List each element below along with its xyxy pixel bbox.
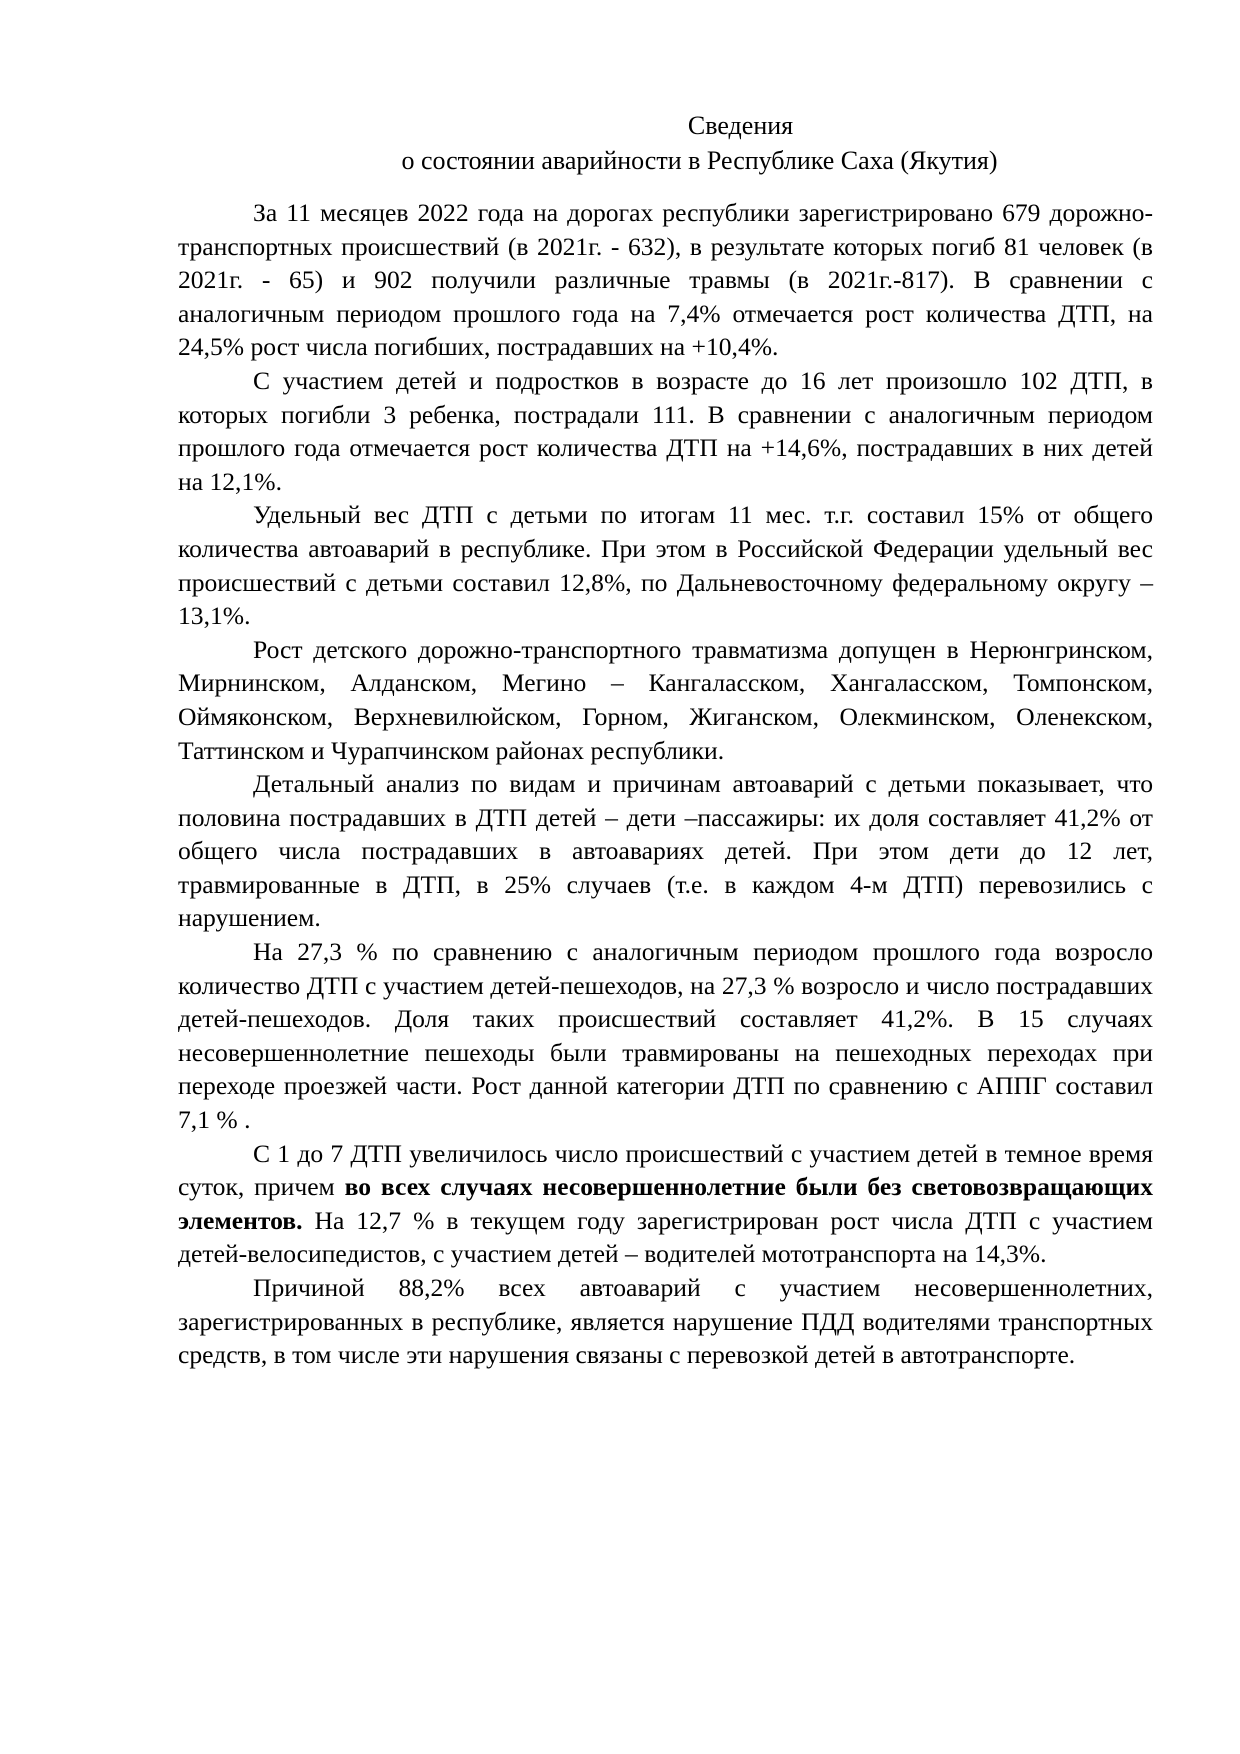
title-line-1: Сведения (687, 111, 794, 140)
paragraph-4: Рост детского дорожно-транспортного травматизма допущен в Нерюнгринском, Мирнинском, Алданском, Мегино – Кангаласском, Хангаласском, Томпонском, Оймяконском, Верхневилюйском, Горном, Жиганском, Олекминском, Оленекском, Таттинском и Чурапчинском районах республики. (178, 634, 1153, 765)
paragraph-7-part-2: На 12,7 % в текущем году зарегистрирован рост числа ДТП с участием детей-велосипедистов, с участием детей – водителей мототранспорта на 14,3%. (178, 1205, 1153, 1269)
paragraph-7-part-1: С 1 до 7 ДТП увеличилось число происшествий с участием детей в темное время суток, причем (178, 1138, 1153, 1202)
paragraph-7 (178, 1137, 1153, 1271)
paragraph-6: На 27,3 % по сравнению с аналогичным периодом прошлого года возросло количество ДТП с участием детей-пешеходов, на 27,3 % возросло и число пострадавших детей-пешеходов. Доля таких происшествий составляет 41,2%. В 15 случаях несовершеннолетние пешеходы были травмированы на пешеходных переходах при переходе проезжей части. Рост данной категории ДТП по сравнению с АППГ составил 7,1 % . (178, 937, 1153, 1135)
paragraph-3: Удельный вес ДТП с детьми по итогам 11 мес. т.г. составил 15% от общего количества автоаварий в республике. При этом в Российской Федерации удельный вес происшествий с детьми составил 12,8%, по Дальневосточному федеральному округу – 13,1%. (178, 500, 1153, 631)
paragraph-2: С участием детей и подростков в возрасте до 16 лет произошло 102 ДТП, в которых погибли 3 ребенка, пострадали 111. В сравнении с аналогичным периодом прошлого года отмечается рост количества ДТП на +14,6%, пострадавших в них детей на 12,1%. (178, 365, 1153, 496)
paragraph-1: За 11 месяцев 2022 года на дорогах республики зарегистрировано 679 дорожно-транспортных происшествий (в 2021г. - 632), в результате которых погиб 81 человек (в 2021г. - 65) и 902 получили различные травмы (в 2021г.-817). В сравнении с аналогичным периодом прошлого года на 7,4% отмечается рост количества ДТП, на 24,5% рост числа погибших, пострадавших на +10,4%. (178, 198, 1153, 362)
document-title (178, 108, 1153, 178)
paragraph-8: Причиной 88,2% всех автоаварий с участием несовершеннолетних, зарегистрированных в республике, является нарушение ПДД водителями транспортных средств, в том числе эти нарушения связаны с перевозкой детей в автотранспорте. (178, 1273, 1153, 1370)
document-page (178, 108, 1153, 1372)
paragraph-5: Детальный анализ по видам и причинам автоаварий с детьми показывает, что половина пострадавших в ДТП детей – дети –пассажиры: их доля составляет 41,2% от общего числа пострадавших в автоавариях детей. При этом дети до 12 лет, травмированные в ДТП, в 25% случаев (т.е. в каждом 4-м ДТП) перевозились с нарушением. (178, 769, 1153, 933)
title-line-2: о состоянии аварийности в Республике Саха (Якутия) (401, 146, 998, 175)
paragraph-7-bold: во всех случаях несовершеннолетние были без световозвращающих элементов. (178, 1172, 1153, 1235)
